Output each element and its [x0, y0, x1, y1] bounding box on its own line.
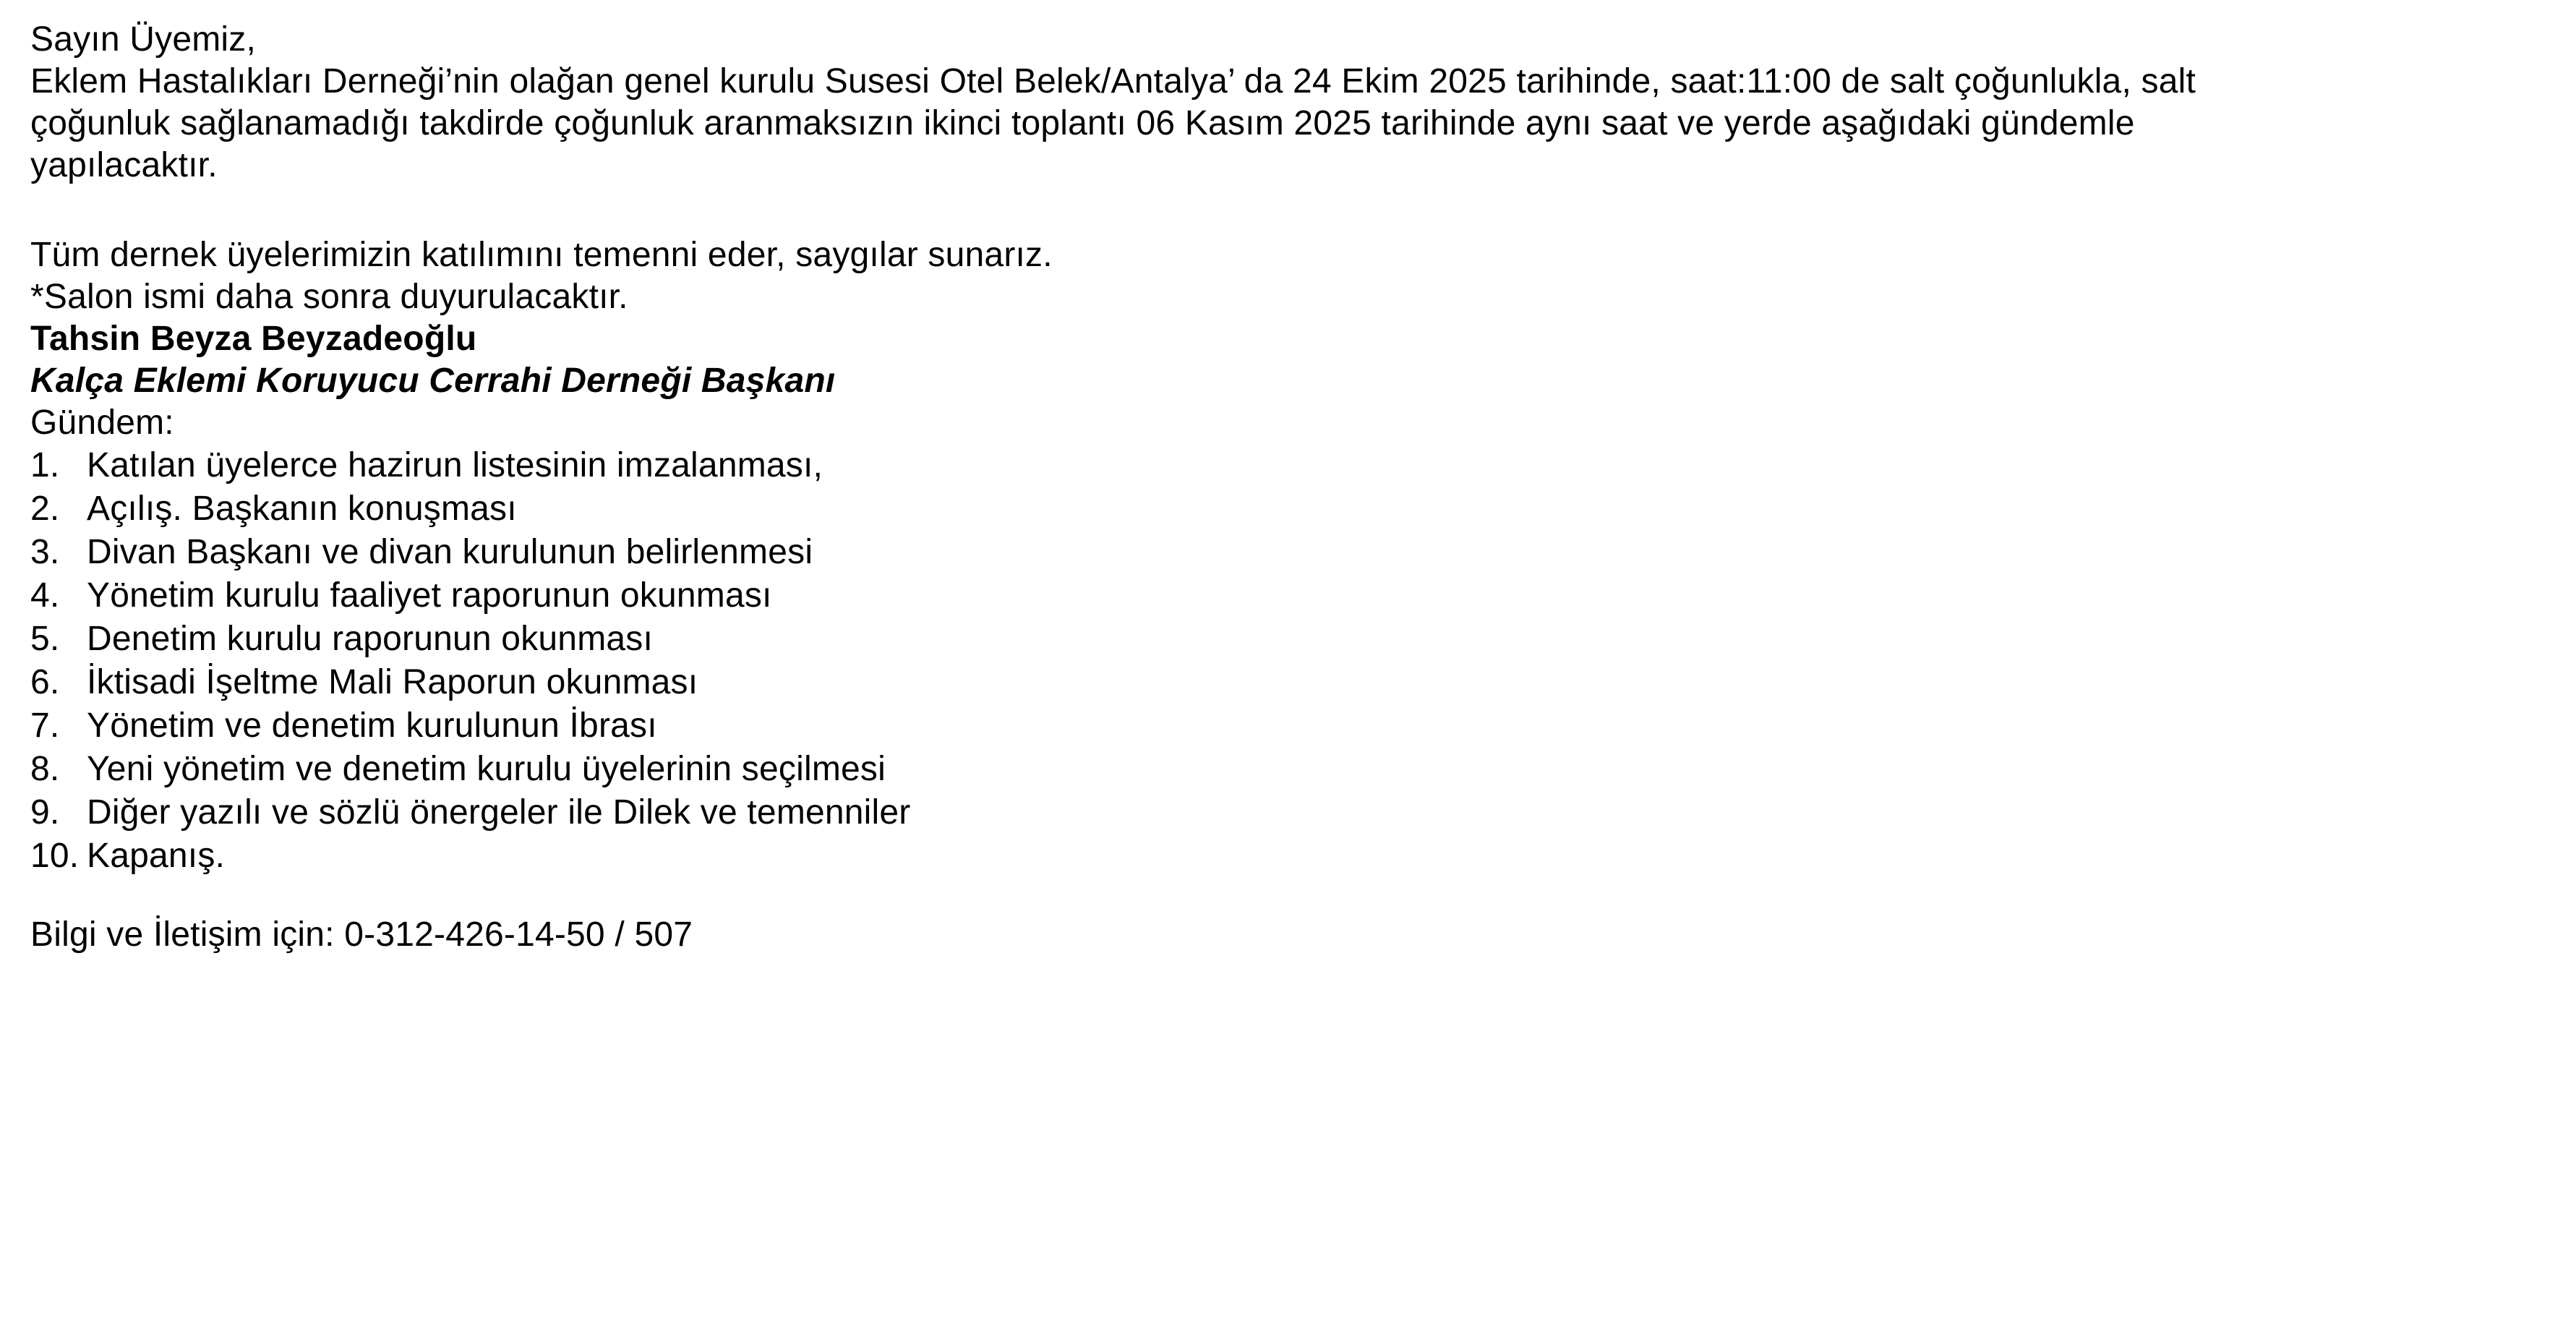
- list-item: [30, 574, 2533, 618]
- salon-note: *Salon ismi daha sonra duyurulacaktır.: [30, 278, 628, 316]
- list-item: [30, 661, 2533, 704]
- greeting-line: Sayın Üyemiz,: [30, 20, 257, 59]
- list-item-text: Divan Başkanı ve divan kurulunun belirlenmesi: [87, 533, 813, 571]
- list-item: [30, 531, 2533, 574]
- list-item-text: Katılan üyelerce hazirun listesinin imzalanması,: [87, 446, 823, 484]
- intro-paragraph: [30, 61, 2533, 187]
- list-item: [30, 444, 2533, 487]
- list-item-text: Yönetim ve denetim kurulunun İbrası: [87, 706, 657, 745]
- list-item-number: 7.: [30, 706, 60, 745]
- list-item-number: 9.: [30, 793, 60, 832]
- list-item-text: Yeni yönetim ve denetim kurulu üyelerinin seçilmesi: [87, 750, 886, 788]
- list-item-text: Diğer yazılı ve sözlü önergeler ile Dilek ve temenniler: [87, 793, 911, 832]
- list-item-number: 3.: [30, 533, 60, 571]
- signature-title: Kalça Eklemi Koruyucu Cerrahi Derneği Başkanı: [30, 362, 836, 400]
- list-item-text: Açılış. Başkanın konuşması: [87, 490, 517, 528]
- list-item-number: 2.: [30, 490, 60, 528]
- intro-line-1: Eklem Hastalıkları Derneği’nin olağan genel kurulu Susesi Otel Belek/Antalya’ da 24 Ekim 2025 tarihinde, saat:11:00 de salt çoğunlukla, salt: [30, 62, 2196, 101]
- list-item-number: 10.: [30, 837, 80, 875]
- agenda-list: [30, 444, 2533, 878]
- list-item: [30, 618, 2533, 661]
- list-item-text: Kapanış.: [87, 837, 226, 875]
- list-item-number: 4.: [30, 576, 60, 615]
- contact-line: Bilgi ve İletişim için: 0-312-426-14-50 / 507: [30, 915, 693, 954]
- list-item-number: 8.: [30, 750, 60, 788]
- list-item-text: İktisadi İşeltme Mali Raporun okunması: [87, 663, 698, 701]
- agenda-heading: Gündem:: [30, 403, 174, 442]
- list-item: [30, 704, 2533, 748]
- list-item-number: 5.: [30, 620, 60, 658]
- list-item-number: 6.: [30, 663, 60, 701]
- list-item: [30, 748, 2533, 791]
- list-item: [30, 834, 2533, 878]
- list-item: [30, 791, 2533, 834]
- thanks-line: Tüm dernek üyelerimizin katılımını temenni eder, saygılar sunarız.: [30, 236, 1053, 274]
- intro-line-2: çoğunluk sağlanamadığı takdirde çoğunluk aranmaksızın ikinci toplantı 06 Kasım 2025 tarihinde aynı saat ve yerde aşağıdaki gündemle: [30, 104, 2135, 142]
- signature-name: Tahsin Beyza Beyzadeoğlu: [30, 320, 477, 358]
- intro-line-3: yapılacaktır.: [30, 146, 218, 184]
- list-item-text: Yönetim kurulu faaliyet raporunun okunması: [87, 576, 772, 615]
- list-item-number: 1.: [30, 446, 60, 484]
- list-item-text: Denetim kurulu raporunun okunması: [87, 620, 654, 658]
- list-item: [30, 487, 2533, 531]
